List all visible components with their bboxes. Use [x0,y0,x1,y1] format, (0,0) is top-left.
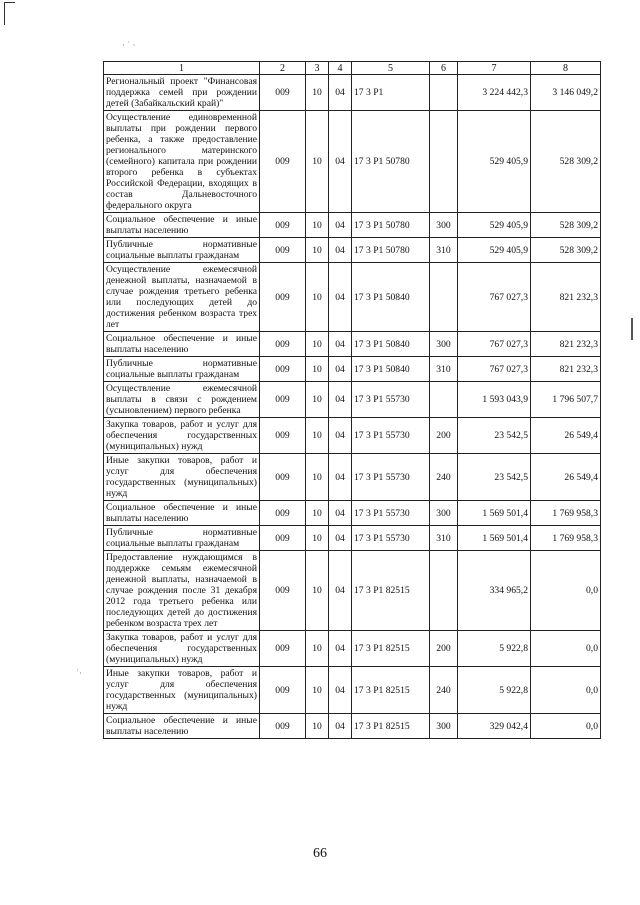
table-row [104,631,601,667]
row-expense-type-code: 300 [430,714,458,739]
row-subsection-code: 04 [329,111,352,213]
row-amount-year-2: 528 309,2 [531,213,601,238]
row-subsection-code: 04 [329,667,352,714]
row-subsection-code: 04 [329,357,352,382]
row-amount-year-2: 1 769 958,3 [531,501,601,526]
header-cell: 8 [531,62,601,75]
row-ministry-code: 009 [260,213,306,238]
row-section-code: 10 [306,332,329,357]
row-section-code: 10 [306,501,329,526]
row-section-code: 10 [306,551,329,631]
table-row [104,75,601,111]
row-amount-year-2: 821 232,3 [531,332,601,357]
row-expense-type-code [430,75,458,111]
table-row [104,263,601,332]
row-description: Осуществление ежемесячной денежной выплаты, назначаемой в случае рождения третьего ребенка или последующих детей до достижения ребенком возраста трех лет [104,263,260,332]
table-body [104,62,601,739]
scan-corner-mark [4,2,15,25]
row-target-article-code: 17 3 P1 50840 [352,357,430,382]
row-amount-year-1: 529 405,9 [458,111,531,213]
row-amount-year-1: 529 405,9 [458,238,531,263]
row-amount-year-2: 0,0 [531,551,601,631]
row-ministry-code: 009 [260,263,306,332]
table-row [104,213,601,238]
row-subsection-code: 04 [329,526,352,551]
row-amount-year-1: 529 405,9 [458,213,531,238]
row-section-code: 10 [306,418,329,454]
row-amount-year-2: 26 549,4 [531,418,601,454]
row-expense-type-code: 200 [430,631,458,667]
row-target-article-code: 17 3 P1 82515 [352,631,430,667]
row-description: Социальное обеспечение и иные выплаты населению [104,501,260,526]
row-section-code: 10 [306,213,329,238]
row-description: Иные закупки товаров, работ и услуг для обеспечения государственных (муниципальных) нужд [104,667,260,714]
row-expense-type-code: 200 [430,418,458,454]
row-amount-year-1: 329 042,4 [458,714,531,739]
table-row [104,454,601,501]
row-subsection-code: 04 [329,714,352,739]
row-amount-year-2: 821 232,3 [531,263,601,332]
row-ministry-code: 009 [260,418,306,454]
row-expense-type-code [430,111,458,213]
row-expense-type-code [430,263,458,332]
row-ministry-code: 009 [260,501,306,526]
row-target-article-code: 17 3 P1 50780 [352,238,430,263]
header-cell: 6 [430,62,458,75]
row-amount-year-1: 767 027,3 [458,263,531,332]
row-section-code: 10 [306,667,329,714]
row-subsection-code: 04 [329,631,352,667]
row-amount-year-1: 3 224 442,3 [458,75,531,111]
row-ministry-code: 009 [260,111,306,213]
table-row [104,714,601,739]
row-expense-type-code: 310 [430,357,458,382]
row-ministry-code: 009 [260,667,306,714]
row-amount-year-1: 5 922,8 [458,667,531,714]
row-section-code: 10 [306,454,329,501]
row-amount-year-1: 1 569 501,4 [458,526,531,551]
row-section-code: 10 [306,238,329,263]
table-row [104,501,601,526]
row-ministry-code: 009 [260,75,306,111]
row-section-code: 10 [306,631,329,667]
row-amount-year-2: 0,0 [531,714,601,739]
row-ministry-code: 009 [260,382,306,418]
row-target-article-code: 17 3 P1 82515 [352,551,430,631]
row-amount-year-2: 528 309,2 [531,238,601,263]
row-target-article-code: 17 3 P1 55730 [352,501,430,526]
row-description: Публичные нормативные социальные выплаты гражданам [104,526,260,551]
row-amount-year-1: 23 542,5 [458,454,531,501]
row-ministry-code: 009 [260,332,306,357]
row-description: Социальное обеспечение и иные выплаты населению [104,213,260,238]
row-description: Закупка товаров, работ и услуг для обеспечения государственных (муниципальных) нужд [104,418,260,454]
row-expense-type-code [430,551,458,631]
row-amount-year-1: 1 569 501,4 [458,501,531,526]
row-amount-year-2: 3 146 049,2 [531,75,601,111]
row-amount-year-1: 334 965,2 [458,551,531,631]
row-expense-type-code: 300 [430,501,458,526]
row-description: Осуществление единовременной выплаты при рождении первого ребенка, а также предоставление регионального материнского (семейного) капитала при рождении второго ребенка в субъектах Российской Федерации, входящих в состав Дальневосточного федерального округа [104,111,260,213]
row-section-code: 10 [306,75,329,111]
table-header-row [104,62,601,75]
row-section-code: 10 [306,263,329,332]
row-subsection-code: 04 [329,501,352,526]
row-description: Социальное обеспечение и иные выплаты населению [104,332,260,357]
row-subsection-code: 04 [329,418,352,454]
table-row [104,418,601,454]
header-cell: 3 [306,62,329,75]
row-description: Предоставление нуждающимся в поддержке семьям ежемесячной денежной выплаты, назначаемой в случае рождения после 31 декабря 2012 года третьего ребенка или последующих детей до достижения ребенком возраста трех лет [104,551,260,631]
row-subsection-code: 04 [329,551,352,631]
row-amount-year-1: 5 922,8 [458,631,531,667]
scan-speck: ˙· [76,668,82,678]
row-amount-year-2: 1 796 507,7 [531,382,601,418]
budget-table [103,61,601,739]
row-ministry-code: 009 [260,357,306,382]
row-expense-type-code: 240 [430,667,458,714]
table-row [104,238,601,263]
row-target-article-code: 17 3 P1 50780 [352,213,430,238]
row-expense-type-code: 240 [430,454,458,501]
header-cell: 1 [104,62,260,75]
header-cell: 7 [458,62,531,75]
row-section-code: 10 [306,357,329,382]
row-amount-year-2: 0,0 [531,667,601,714]
scan-speck: · ˙ · [122,40,136,50]
row-subsection-code: 04 [329,332,352,357]
row-description: Закупка товаров, работ и услуг для обеспечения государственных (муниципальных) нужд [104,631,260,667]
row-target-article-code: 17 3 P1 82515 [352,714,430,739]
row-amount-year-2: 0,0 [531,631,601,667]
header-cell: 2 [260,62,306,75]
table-row [104,667,601,714]
row-description: Иные закупки товаров, работ и услуг для обеспечения государственных (муниципальных) нужд [104,454,260,501]
header-cell: 4 [329,62,352,75]
row-subsection-code: 04 [329,213,352,238]
row-description: Социальное обеспечение и иные выплаты населению [104,714,260,739]
row-amount-year-2: 26 549,4 [531,454,601,501]
row-target-article-code: 17 3 P1 55730 [352,526,430,551]
table-row [104,382,601,418]
row-subsection-code: 04 [329,454,352,501]
table-row [104,526,601,551]
row-target-article-code: 17 3 P1 82515 [352,667,430,714]
row-expense-type-code: 300 [430,332,458,357]
row-section-code: 10 [306,382,329,418]
row-target-article-code: 17 3 P1 50780 [352,111,430,213]
row-description: Публичные нормативные социальные выплаты гражданам [104,238,260,263]
row-amount-year-1: 767 027,3 [458,332,531,357]
row-ministry-code: 009 [260,526,306,551]
row-expense-type-code: 310 [430,238,458,263]
row-expense-type-code: 300 [430,213,458,238]
row-subsection-code: 04 [329,382,352,418]
row-section-code: 10 [306,526,329,551]
row-ministry-code: 009 [260,631,306,667]
row-section-code: 10 [306,714,329,739]
row-section-code: 10 [306,111,329,213]
row-ministry-code: 009 [260,714,306,739]
scan-side-mark [631,318,633,340]
row-target-article-code: 17 3 P1 55730 [352,454,430,501]
row-subsection-code: 04 [329,263,352,332]
row-amount-year-1: 767 027,3 [458,357,531,382]
row-expense-type-code: 310 [430,526,458,551]
row-description: Осуществление ежемесячной выплаты в связи с рождением (усыновлением) первого ребенка [104,382,260,418]
row-subsection-code: 04 [329,75,352,111]
row-ministry-code: 009 [260,551,306,631]
row-description: Региональный проект "Финансовая поддержка семей при рождении детей (Забайкальский край)" [104,75,260,111]
row-amount-year-1: 1 593 043,9 [458,382,531,418]
row-ministry-code: 009 [260,454,306,501]
table-row [104,111,601,213]
row-amount-year-2: 1 769 958,3 [531,526,601,551]
row-target-article-code: 17 3 P1 [352,75,430,111]
row-subsection-code: 04 [329,238,352,263]
row-amount-year-1: 23 542,5 [458,418,531,454]
row-description: Публичные нормативные социальные выплаты гражданам [104,357,260,382]
row-amount-year-2: 821 232,3 [531,357,601,382]
row-target-article-code: 17 3 P1 50840 [352,332,430,357]
header-cell: 5 [352,62,430,75]
row-expense-type-code [430,382,458,418]
row-target-article-code: 17 3 P1 50840 [352,263,430,332]
table-row [104,551,601,631]
row-target-article-code: 17 3 P1 55730 [352,382,430,418]
row-target-article-code: 17 3 P1 55730 [352,418,430,454]
page-number: 66 [313,846,327,861]
table-row [104,357,601,382]
table-row [104,332,601,357]
row-amount-year-2: 528 309,2 [531,111,601,213]
row-ministry-code: 009 [260,238,306,263]
